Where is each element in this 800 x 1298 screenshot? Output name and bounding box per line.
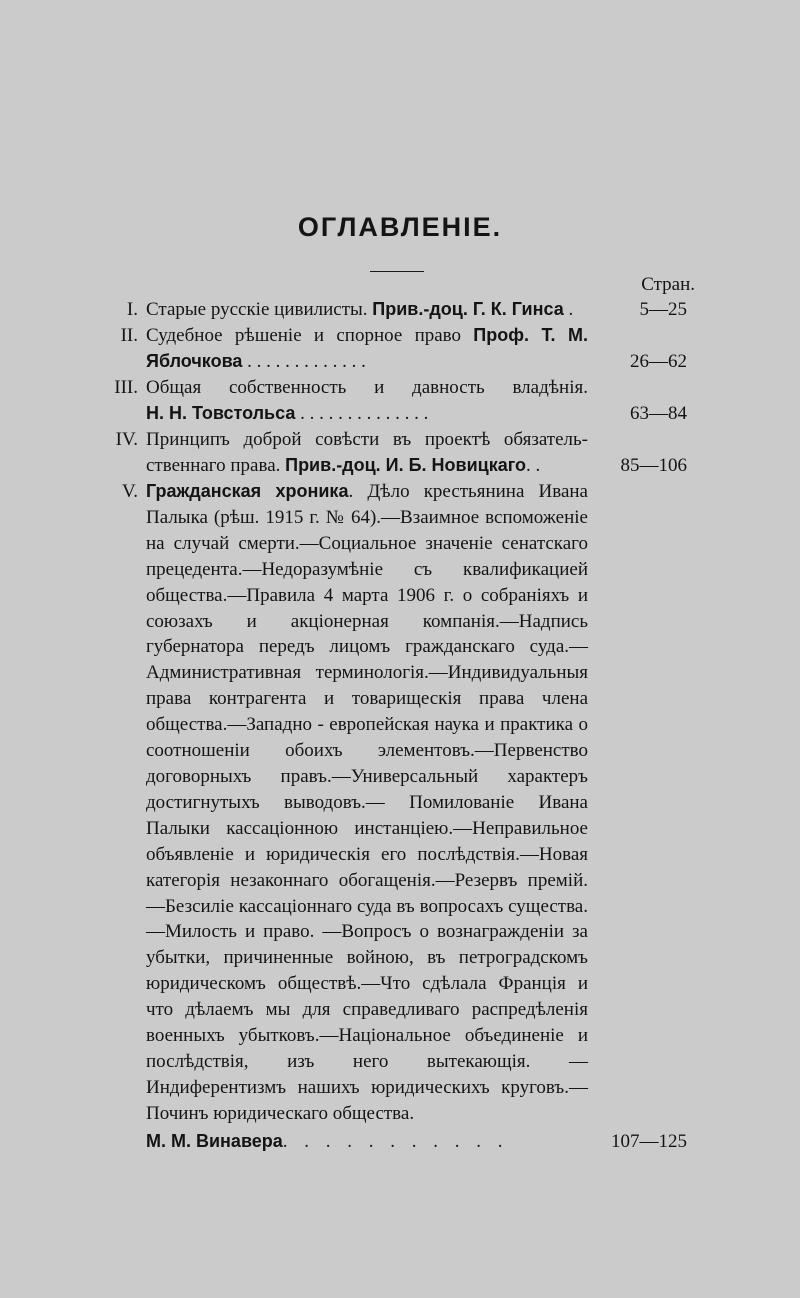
entry-pages: 107—125 — [611, 1131, 687, 1152]
entry-title: Судебное рѣшеніе и спорное право — [146, 325, 474, 346]
entry-pages: 5—25 — [639, 299, 687, 320]
title-rule — [370, 271, 424, 272]
page-title: ОГЛАВЛЕНІЕ. — [297, 212, 503, 242]
pages-column-header: Стран. — [641, 274, 695, 295]
entry-author: Прив.-доц. Г. К. Гинса — [372, 299, 564, 319]
entry-leader: . . . . . . . . . . . . . — [242, 351, 366, 372]
entry-text — [146, 479, 588, 1127]
entry-body: . Дѣло крестьянина Ивана Палыка (рѣш. 1915 г. № 64).—Взаимное вспоможеніе на случай смерти.—Социальное значеніе сенатскаго прецедента.—Недоразумѣніе съ квалификацией общества.—Правила 4 марта 1906 г. о собраніяхъ и союзахъ и акціонерная компанія.—Надпись губернатора передъ лицомъ гражданскаго суда.—Административная терминологія.—Индивидуальныя права контрагента и товарищескія права члена общества.—Западно - европейская наука и практика о соотношеніи обоихъ элементовъ.—Первенство договорныхъ правъ.—Универсальный характеръ достигнутыхъ выводовъ.— Помилованіе Ивана Палыки кассаціонною инстанціею.—Неправильное объявленіе и юридическія его послѣдствія.—Новая категорія незаконнаго обогащенія.—Резервъ премій.—Безсиліе кассаціоннаго суда въ вопросахъ существа.—Милость и право. —Вопросъ о вознагражденіи за убытки, причиненные войною, въ петроградскомъ юридическомъ обществѣ.—Что сдѣлала Франція и что дѣлаемъ мы для справедливаго распредѣленія военныхъ убытковъ.—Національное объединеніе и послѣдствія, изъ него вытекающія. — Индиферентизмъ нашихъ юридическихъ круговъ.—Починъ юридическаго общества. — [146, 481, 588, 1124]
entry-number: I. — [126, 299, 138, 320]
entry-author: Н. Н. Товстольса — [146, 403, 296, 423]
entry-title: Старые русскіе цивилисты. — [146, 299, 373, 320]
entry-text-line-2 — [146, 401, 588, 427]
entry-leader: . . . . . . . . . . . . . . — [295, 403, 429, 424]
entry-text-last-line — [146, 1129, 588, 1155]
entry-pages: 63—84 — [630, 403, 687, 424]
entry-author: Яблочкова — [146, 351, 243, 371]
entry-text-line-2 — [146, 349, 588, 375]
entry-leader: . . — [526, 455, 541, 476]
entry-rubric: Гражданская хроника — [146, 481, 349, 501]
entry-text-line-2 — [146, 453, 588, 479]
entry-number: II. — [120, 325, 138, 346]
entry-number: III. — [114, 377, 138, 398]
entry-leader: . . . . . . . . . . . — [282, 1131, 509, 1152]
entry-pages: 85—106 — [620, 455, 687, 476]
entry-author: М. М. Винавера — [146, 1131, 283, 1151]
entry-text-line-1: Принципъ доброй совѣсти въ проектѣ обязатель- — [146, 429, 588, 450]
entry-leader: . — [563, 299, 574, 320]
entry-number: V. — [121, 481, 138, 502]
entry-text-line-1: Общая собственность и давность владѣнія. — [146, 377, 588, 398]
entry-number: IV. — [115, 429, 138, 450]
entry-text-line-1 — [146, 323, 588, 349]
entry-pages: 26—62 — [630, 351, 687, 372]
entry-text — [146, 297, 588, 323]
entry-author: Прив.-доц. И. Б. Новицкаго — [285, 455, 527, 475]
entry-author: Проф. Т. М. — [473, 325, 588, 345]
entry-title: ственнаго права. — [146, 455, 286, 476]
